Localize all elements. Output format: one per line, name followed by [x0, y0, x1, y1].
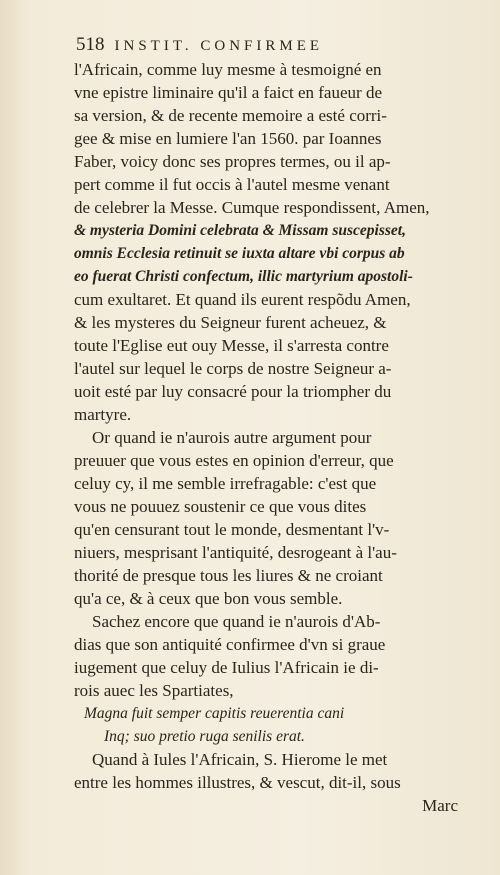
- text-line: qu'en censurant tout le monde, desmentant l'v-: [74, 520, 390, 539]
- text-line: preuuer que vous estes en opinion d'erreur, que: [74, 451, 394, 470]
- paragraph-start-line: Quand à Iules l'Africain, S. Hierome le met: [92, 750, 388, 769]
- text-line: gee & mise en lumiere l'an 1560. par Ioannes: [74, 129, 382, 148]
- text-line: niuers, mesprisant l'antiquité, desrogeant à l'au-: [74, 543, 397, 562]
- text-line: l'autel sur lequel le corps de nostre Seigneur a-: [74, 359, 392, 378]
- text-line: dias que son antiquité confirmee d'vn si graue: [74, 635, 386, 654]
- text-line: uoit esté par luy consacré pour la triompher du: [74, 382, 392, 401]
- text-line: cum exultaret. Et quand ils eurent respõdu Amen,: [74, 290, 411, 309]
- verse-line: Inq; suo pretio ruga senilis erat.: [104, 728, 305, 745]
- text-line: rois auec les Spartiates,: [74, 681, 234, 700]
- paragraph-start-line: Sachez encore que quand ie n'aurois d'Ab-: [92, 612, 381, 631]
- text-line: entre les hommes illustres, & vescut, dit-il, sous: [74, 773, 401, 792]
- catchword: Marc: [422, 796, 458, 815]
- text-line: l'Africain, comme luy mesme à tesmoigné en: [74, 60, 382, 79]
- latin-quote-line: omnis Ecclesia retinuit se iuxta altare vbi corpus ab: [74, 245, 405, 262]
- text-line: toute l'Eglise eut ouy Messe, il s'arresta contre: [74, 336, 389, 355]
- text-line: vne epistre liminaire qu'il a faict en faueur de: [74, 83, 382, 102]
- text-line: iugement que celuy de Iulius l'Africain ie di-: [74, 658, 379, 677]
- text-line: martyre.: [74, 405, 132, 424]
- running-head: INSTIT. CONFIRMEE: [114, 38, 324, 54]
- text-line: qu'a ce, & à ceux que bon vous semble.: [74, 589, 343, 608]
- page-number: 518: [76, 34, 105, 55]
- text-line: pert comme il fut occis à l'autel mesme venant: [74, 175, 390, 194]
- text-line: Faber, voicy donc ses propres termes, ou il ap-: [74, 152, 391, 171]
- text-line: celuy cy, il me semble irrefragable: c'est que: [74, 474, 377, 493]
- verse-line: Magna fuit semper capitis reuerentia cani: [84, 705, 345, 722]
- text-line: thorité de presque tous les liures & ne croiant: [74, 566, 383, 585]
- paragraph-start-line: Or quand ie n'aurois autre argument pour: [92, 428, 372, 447]
- text-line: & les mysteres du Seigneur furent acheuez, &: [74, 313, 387, 332]
- page-body: [74, 58, 464, 817]
- text-line: de celebrer la Messe. Cumque respondissent, Amen,: [74, 198, 430, 217]
- text-line: sa version, & de recente memoire a esté corri-: [74, 106, 387, 125]
- latin-quote-line: eo fuerat Christi confectum, illic martyrium apostoli-: [74, 268, 413, 285]
- text-line: vous ne pouuez soustenir ce que vous dites: [74, 497, 367, 516]
- page-header: [76, 34, 476, 56]
- latin-quote-line: & mysteria Domini celebrata & Missam suscepisset,: [74, 222, 406, 239]
